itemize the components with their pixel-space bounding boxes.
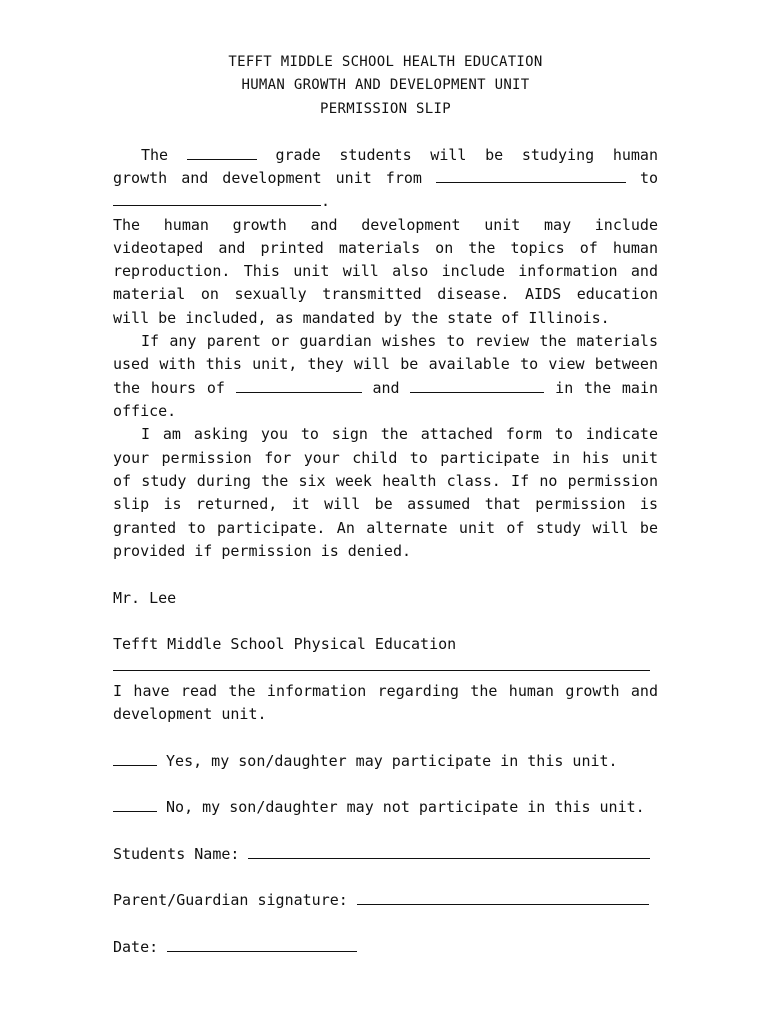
- body-line-15: provided if permission is denied.: [113, 542, 412, 560]
- yes-option-row: [113, 750, 658, 773]
- body-line-6: If any parent or guardian wishes to review the materials: [141, 332, 658, 350]
- body-line-8: [113, 377, 658, 400]
- body-line-3: reproduction. This unit will also include information and: [113, 262, 658, 280]
- hours-of-text: the hours of: [113, 379, 225, 397]
- teacher-name: Mr. Lee: [113, 589, 177, 607]
- parent-signature-row: [113, 889, 658, 912]
- header-form-title: PERMISSION SLIP: [320, 101, 451, 117]
- parent-signature-field[interactable]: [357, 889, 649, 905]
- intro-grade-text: grade students will be studying human: [275, 146, 658, 164]
- no-option-label: No, my son/daughter may not participate in this unit.: [166, 798, 645, 816]
- hours-and-text: and: [372, 379, 400, 397]
- form-statement-line-1: I have read the information regarding the human growth and: [113, 682, 658, 700]
- intro-line-2: [113, 167, 658, 190]
- body-line-7: used with this unit, they will be available to view between: [113, 355, 658, 373]
- body-line-13: slip is returned, it will be assumed that permission is: [113, 495, 658, 513]
- intro-unit-from: growth and development unit from: [113, 169, 422, 187]
- body-line-5: will be included, as mandated by the state of Illinois.: [113, 309, 610, 327]
- intro-the: The: [141, 146, 169, 164]
- no-option-row: [113, 796, 658, 819]
- hours-end-blank[interactable]: [410, 377, 544, 393]
- body-line-11: your permission for your child to participate in his unit: [113, 449, 658, 467]
- student-name-label: Students Name:: [113, 845, 240, 863]
- intro-line-3: [113, 190, 658, 213]
- separator-line: [113, 670, 650, 671]
- from-date-blank[interactable]: [436, 167, 626, 183]
- header-school-title: TEFFT MIDDLE SCHOOL HEALTH EDUCATION: [228, 54, 543, 70]
- parent-signature-label: Parent/Guardian signature:: [113, 891, 348, 909]
- to-date-blank[interactable]: [113, 190, 321, 206]
- body-line-1: The human growth and development unit may include: [113, 216, 658, 234]
- intro-to: to: [639, 169, 659, 187]
- hours-start-blank[interactable]: [236, 377, 362, 393]
- in-the-main-text: in the main: [555, 379, 659, 397]
- body-line-9: office.: [113, 402, 177, 420]
- body-line-14: granted to participate. An alternate unit of study will be: [113, 519, 658, 537]
- student-name-field[interactable]: [248, 843, 650, 859]
- header-unit-title: HUMAN GROWTH AND DEVELOPMENT UNIT: [241, 77, 530, 93]
- body-line-12: of study during the six week health class. If no permission: [113, 472, 658, 490]
- date-field[interactable]: [167, 936, 357, 952]
- department-name: Tefft Middle School Physical Education: [113, 635, 457, 653]
- body-line-10: I am asking you to sign the attached form to indicate: [141, 425, 658, 443]
- no-checkbox-blank[interactable]: [113, 796, 157, 812]
- grade-blank[interactable]: [187, 144, 257, 160]
- yes-option-label: Yes, my son/daughter may participate in this unit.: [166, 752, 618, 770]
- body-line-2: videotaped and printed materials on the topics of human: [113, 239, 658, 257]
- form-statement-line-2: development unit.: [113, 705, 267, 723]
- yes-checkbox-blank[interactable]: [113, 750, 157, 766]
- intro-line-1: [113, 144, 658, 167]
- date-label: Date:: [113, 938, 159, 956]
- body-line-4: material on sexually transmitted disease. AIDS education: [113, 285, 658, 303]
- intro-period: .: [321, 192, 331, 210]
- student-name-row: [113, 843, 658, 866]
- date-row: [113, 936, 658, 959]
